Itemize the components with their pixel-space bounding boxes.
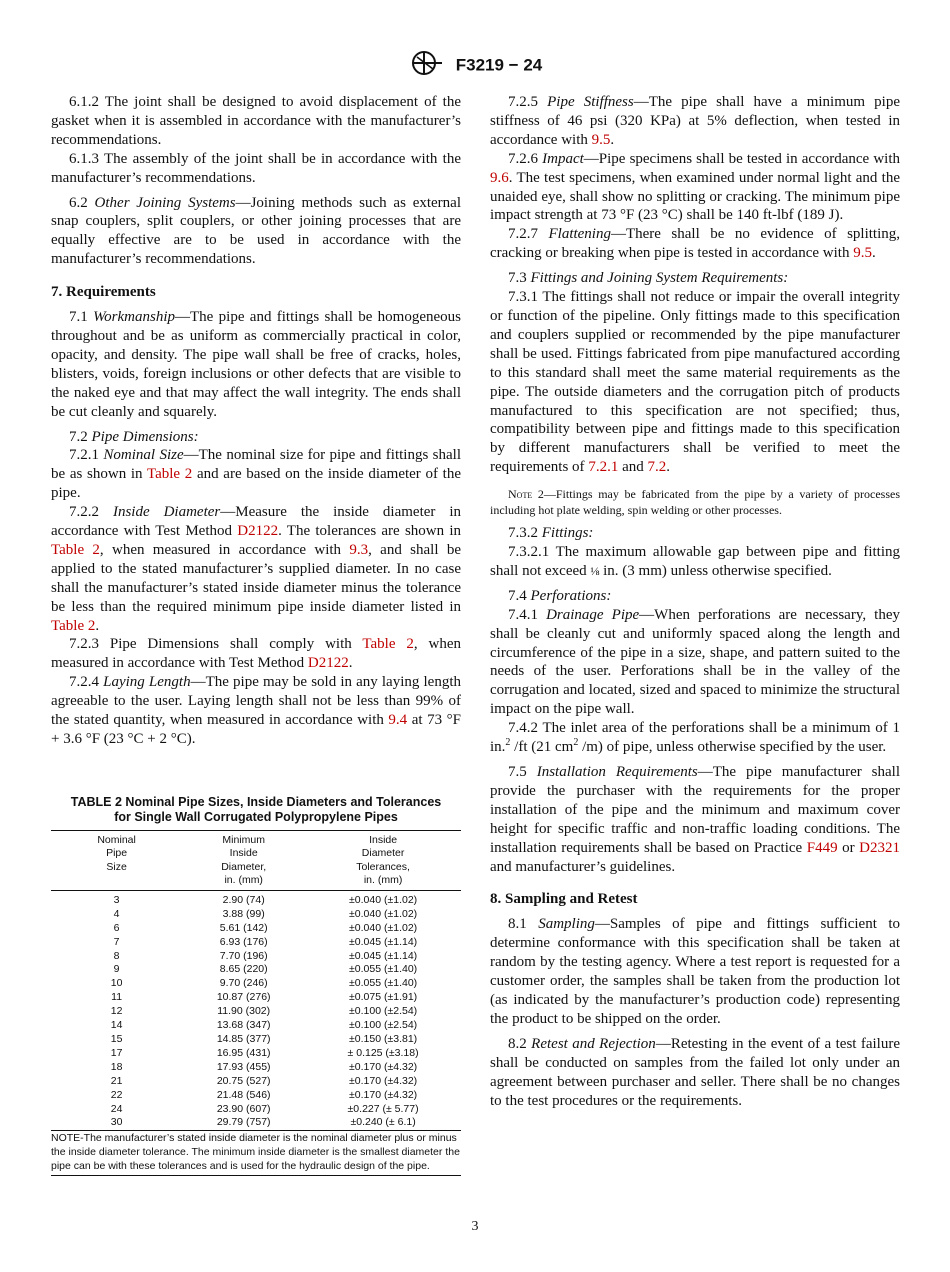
- cell-min-inside-diameter: 11.90 (302): [217, 1005, 271, 1018]
- table-row: [51, 922, 461, 936]
- link-7-2[interactable]: 7.2: [647, 459, 667, 476]
- link-table-2[interactable]: Table 2: [51, 617, 96, 634]
- cell-tolerance: ±0.150 (±3.81): [349, 1032, 418, 1045]
- table-row: [51, 1033, 461, 1047]
- cell-nominal-size: 15: [110, 1032, 123, 1045]
- header-nominal-size: Nominal Pipe Size: [51, 830, 182, 890]
- cell-nominal-size: 17: [110, 1046, 123, 1059]
- cell-nominal-size: 6: [113, 921, 120, 934]
- cell-tolerance: ±0.045 (±1.14): [349, 935, 418, 948]
- para-8-1: 8.1 Sampling—Samples of pipe and fittings sufficient to determine conformance with this specification shall be taken at random by the testing agency. Where a test report is requested for a customer order, the samples shall be taken from the production lot (as indicated by the manufacturer’s production code) representing the product to be shipped on the order.: [490, 916, 901, 1027]
- cell-nominal-size: 12: [110, 1005, 123, 1018]
- table-row: [51, 1075, 461, 1089]
- para-8-2: 8.2 Retest and Rejection—Retesting in the event of a test failure shall be conducted on samples from the failed lot only under an agreement between purchaser and seller. There shall be no changes to the test procedures or the requirements.: [490, 1035, 901, 1109]
- para-7-3-2-1: 7.3.2.1 The maximum allowable gap between pipe and fitting shall not exceed ⅛ in. (3 mm) unless otherwise specified.: [490, 544, 900, 579]
- cell-nominal-size: 24: [110, 1102, 123, 1115]
- cell-min-inside-diameter: 20.75 (527): [216, 1074, 271, 1087]
- para-6-1-2: 6.1.2 The joint shall be designed to avoid displacement of the gasket when it is assembled in accordance with the manufacturer’s recommendations.: [51, 94, 461, 148]
- table-2: [51, 830, 461, 1131]
- table-row: [51, 908, 461, 922]
- cell-tolerance: ± 0.125 (±3.18): [347, 1046, 419, 1059]
- cell-tolerance: ±0.040 (±1.02): [349, 893, 418, 906]
- standard-designation: F3219 − 24: [455, 55, 543, 75]
- cell-nominal-size: 11: [111, 991, 123, 1004]
- cell-tolerance: ±0.100 (±2.54): [349, 1019, 418, 1032]
- cell-min-inside-diameter: 9.70 (246): [219, 977, 268, 990]
- cell-min-inside-diameter: 29.79 (757): [182, 1116, 305, 1130]
- table-row: [51, 1019, 461, 1033]
- cell-nominal-size: 18: [110, 1060, 123, 1073]
- cell-nominal-size: 14: [110, 1019, 123, 1032]
- link-table-2[interactable]: Table 2: [362, 636, 414, 653]
- table-row: [51, 936, 461, 950]
- para-7-2-4: 7.2.4 Laying Length—The pipe may be sold in any laying length agreeable to the user. Laying length shall not be less than 99% of the stated quantity, when measured in accordance with 9.4 at 73 °F + 3.6 °F (23 °C + 2 °C).: [51, 674, 462, 747]
- para-7-5: 7.5 Installation Requirements—The pipe manufacturer shall provide the purchaser with the requirements for the proper installation of the pipe and the minimum and maximum cover height for specific traffic and non-traffic loading conditions. The installation requirements shall be based on Practice F449 or D2321 and manufacturer’s guidelines.: [490, 764, 901, 875]
- table-row: [51, 1047, 461, 1061]
- table-row: [51, 1103, 461, 1117]
- page-number: 3: [471, 1219, 479, 1234]
- para-7-2-6: 7.2.6 Impact—Pipe specimens shall be tested in accordance with 9.6. The test specimens, when examined under normal light and the unaided eye, shall show no splitting or cracking. The minimum pipe impact strength at 73 °F (23 °C) shall be 140 ft-lbf (189 J).: [490, 150, 901, 224]
- cell-nominal-size: 9: [113, 963, 120, 976]
- astm-logo-icon: [408, 50, 446, 81]
- para-6-2: 6.2 Other Joining Systems—Joining methods such as external snap couplers, split couplers, or other joining processes that are equally effective are to be used in accordance with the manufacturer’s recommendations.: [51, 194, 461, 268]
- link-9-5[interactable]: 9.5: [591, 131, 611, 148]
- cell-tolerance: ±0.227 (± 5.77): [347, 1102, 419, 1115]
- table-row: [51, 950, 461, 964]
- page-header: [0, 50, 950, 81]
- para-7-2: 7.2 Pipe Dimensions:: [69, 428, 199, 445]
- link-d2122[interactable]: D2122: [307, 655, 349, 672]
- cell-tolerance: ±0.240 (± 6.1): [305, 1116, 461, 1130]
- table-row: [51, 977, 461, 991]
- link-d2122[interactable]: D2122: [237, 523, 279, 540]
- note-2: Note 2—Fittings may be fabricated from the pipe by a variety of processes including hot plate welding, spin welding or other processes.: [490, 487, 900, 517]
- table-row: [51, 991, 461, 1005]
- link-9-6[interactable]: 9.6: [490, 169, 509, 186]
- cell-min-inside-diameter: 6.93 (176): [219, 935, 268, 948]
- cell-nominal-size: 22: [110, 1088, 123, 1101]
- cell-tolerance: ±0.075 (±1.91): [349, 991, 418, 1004]
- left-column: [51, 93, 461, 1176]
- right-column: [490, 93, 900, 1110]
- para-7-3-1: 7.3.1 The fittings shall not reduce or impair the overall integrity or function of the pipeline. Only fittings made to this specification and couplers supplied or recommended by the pipe manufacturer shall be used. Fittings fabricated from pipe manufactured according to this standard shall meet the same material requirements as the pipe. The outside diameters and the corrugation pitch of products manufactured to this specification are not specified; thus, compatibility between pipe and fittings made to this specification by different manufacturers shall be verified to meet the requirements of 7.2.1 and 7.2.: [490, 289, 900, 476]
- section-8-heading: 8. Sampling and Retest: [490, 891, 638, 908]
- cell-tolerance: ±0.170 (±4.32): [349, 1074, 418, 1087]
- cell-min-inside-diameter: 14.85 (377): [216, 1032, 271, 1045]
- cell-tolerance: ±0.040 (±1.02): [349, 907, 418, 920]
- cell-tolerance: ±0.040 (±1.02): [349, 921, 418, 934]
- link-9-3[interactable]: 9.3: [349, 541, 369, 558]
- cell-tolerance: ±0.170 (±4.32): [349, 1088, 418, 1101]
- cell-tolerance: ±0.170 (±4.32): [349, 1060, 418, 1073]
- table-row: [51, 963, 461, 977]
- cell-min-inside-diameter: 16.95 (431): [216, 1046, 271, 1059]
- link-f449[interactable]: F449: [806, 839, 838, 856]
- para-7-2-1: 7.2.1 Nominal Size—The nominal size for pipe and fittings shall be as shown in Table 2 and are based on the inside diameter of the pipe.: [51, 447, 462, 502]
- cell-min-inside-diameter: 8.65 (220): [219, 963, 268, 976]
- header-minimum-inside-diameter: Minimum Inside Diameter, in. (mm): [182, 830, 305, 890]
- para-7-3-2: 7.3.2 Fittings:: [508, 525, 594, 542]
- cell-min-inside-diameter: 7.70 (196): [219, 949, 268, 962]
- cell-tolerance: ±0.055 (±1.40): [349, 963, 418, 976]
- table-row: [51, 1089, 461, 1103]
- cell-min-inside-diameter: 3.88 (99): [222, 907, 265, 920]
- cell-tolerance: ±0.055 (±1.40): [349, 977, 418, 990]
- link-table-2[interactable]: Table 2: [51, 541, 100, 558]
- cell-nominal-size: 3: [113, 893, 120, 906]
- table-row: [51, 1061, 461, 1075]
- cell-tolerance: ±0.100 (±2.54): [349, 1005, 418, 1018]
- table-2-body: [51, 890, 461, 1130]
- para-7-2-3: 7.2.3 Pipe Dimensions shall comply with Table 2, when measured in accordance with Test Method D2122.: [51, 636, 461, 672]
- cell-nominal-size: 8: [113, 949, 120, 962]
- table-row: [51, 1005, 461, 1019]
- cell-min-inside-diameter: 21.48 (546): [216, 1088, 271, 1101]
- cell-min-inside-diameter: 13.68 (347): [216, 1019, 271, 1032]
- para-7-4-2: 7.4.2 The inlet area of the perforations shall be a minimum of 1 in.$^2$ /ft (21 $cm^2$ /m) of pipe, unless otherwise specified by the user.: [490, 720, 900, 756]
- cell-nominal-size: 21: [110, 1074, 123, 1087]
- para-7-2-7: 7.2.7 Flattening—There shall be no evidence of splitting, cracking or breaking when pipe is tested in accordance with 9.5.: [490, 226, 901, 262]
- cell-nominal-size: 7: [113, 935, 120, 948]
- para-6-1-3: 6.1.3 The assembly of the joint shall be in accordance with the manufacturer’s recommendations.: [51, 150, 461, 186]
- para-7-2-5: 7.2.5 Pipe Stiffness—The pipe shall have a minimum pipe stiffness of 46 psi (320 KPa) at 5% deflection, when tested in accordance with 9.5.: [490, 94, 900, 148]
- para-7-3: 7.3 Fittings and Joining System Requirements:: [508, 270, 789, 287]
- para-7-2-2: 7.2.2 Inside Diameter—Measure the inside diameter in accordance with Test Method D2122. The tolerances are shown in Table 2, when measured in accordance with 9.3, and shall be applied to the stated manufacturer’s supplied diameter. In no case shall the manufacturer’s stated inside diameter minus the tolerance be less than the required minimum pipe inside diameter listed in Table 2.: [51, 504, 462, 634]
- cell-tolerance: ±0.045 (±1.14): [349, 949, 418, 962]
- para-7-4: 7.4 Perforations:: [508, 587, 612, 604]
- table-2-title: TABLE 2 Nominal Pipe Sizes, Inside Diameters and Tolerances for Single Wall Corrugated Polypropylene Pipes: [70, 794, 442, 824]
- cell-nominal-size: 10: [110, 977, 123, 990]
- para-7-4-1: 7.4.1 Drainage Pipe—When perforations are necessary, they shall be cleanly cut and uniformly spaced along the length and circumference of the pipe in a size, shape, and pattern suited to the needs of the user. Perforations shall be in the valley of the corrugation and located, sized and spaced to minimize the structural impact on the pipe wall.: [490, 606, 901, 718]
- cell-min-inside-diameter: 17.93 (455): [216, 1060, 271, 1073]
- cell-min-inside-diameter: 23.90 (607): [216, 1102, 271, 1115]
- link-d2321[interactable]: D2321: [859, 839, 901, 856]
- para-7-1: 7.1 Workmanship—The pipe and fittings shall be homogeneous throughout and be as uniform as commercially practical in color, opacity, and density. The pipe wall shall be free of cracks, holes, blisters, voids, foreign inclusions or other defects that are visible to the naked eye and that may affect the wall integrity. The ends shall be cut cleanly and squarely.: [51, 309, 461, 420]
- cell-nominal-size: 4: [113, 907, 120, 920]
- cell-nominal-size: 30: [51, 1116, 182, 1130]
- table-row: [51, 890, 461, 907]
- table-row: [51, 1116, 461, 1130]
- cell-min-inside-diameter: 10.87 (276): [216, 991, 271, 1004]
- link-7-2-1[interactable]: 7.2.1: [588, 459, 619, 476]
- cell-min-inside-diameter: 2.90 (74): [222, 893, 265, 906]
- link-9-5[interactable]: 9.5: [853, 245, 872, 262]
- section-7-heading: 7. Requirements: [51, 284, 156, 301]
- table-2-note: NOTE-The manufacturer’s stated inside diameter is the nominal diameter plus or minus the inside diameter tolerance. The minimum inside diameter is the smallest diameter the pipe can be with these tolerances and is used for the hydraulic design of the pipe.: [51, 1132, 461, 1176]
- cell-min-inside-diameter: 5.61 (142): [219, 921, 268, 934]
- link-9-4[interactable]: 9.4: [388, 712, 408, 729]
- header-tolerances: Inside Diameter Tolerances, in. (mm): [305, 830, 461, 890]
- link-table-2[interactable]: Table 2: [146, 466, 193, 483]
